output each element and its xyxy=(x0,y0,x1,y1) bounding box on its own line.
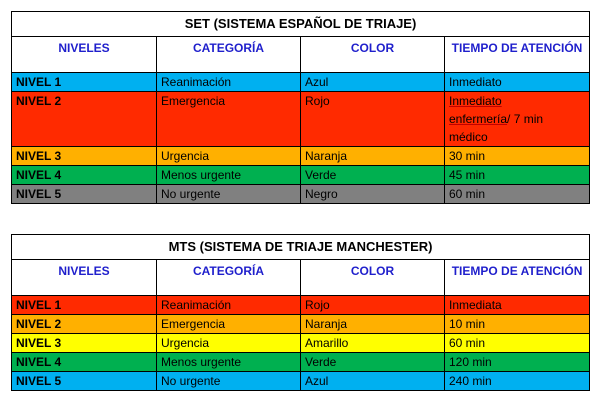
set-tiempo-enfermeria: enfermería xyxy=(449,112,508,126)
mts-row-categoria: Emergencia xyxy=(157,315,301,334)
mts-row-nivel: NIVEL 3 xyxy=(12,334,157,353)
set-header-categoria: CATEGORÍA xyxy=(157,37,301,73)
mts-row-tiempo: Inmediata xyxy=(445,296,590,315)
set-row-categoria: Urgencia xyxy=(157,147,301,166)
mts-header-niveles: NIVELES xyxy=(12,260,157,296)
set-tiempo-inmediato: Inmediato xyxy=(449,94,502,108)
mts-row-5 xyxy=(12,372,590,391)
set-row-tiempo: 30 min xyxy=(445,147,590,166)
set-row-color: Verde xyxy=(301,166,445,185)
set-row-nivel: NIVEL 3 xyxy=(12,147,157,166)
set-row-color: Negro xyxy=(301,185,445,204)
set-row-nivel: NIVEL 5 xyxy=(12,185,157,204)
mts-row-tiempo: 10 min xyxy=(445,315,590,334)
mts-row-1 xyxy=(12,296,590,315)
set-row-color: Azul xyxy=(301,73,445,92)
mts-row-tiempo: 60 min xyxy=(445,334,590,353)
mts-row-color: Amarillo xyxy=(301,334,445,353)
mts-row-nivel: NIVEL 2 xyxy=(12,315,157,334)
set-row-nivel: NIVEL 2 xyxy=(12,92,157,147)
mts-row-color: Rojo xyxy=(301,296,445,315)
set-row-nivel: NIVEL 4 xyxy=(12,166,157,185)
set-header-color: COLOR xyxy=(301,37,445,73)
set-tiempo-7min: / 7 min xyxy=(507,112,544,126)
set-table xyxy=(11,11,590,204)
mts-row-nivel: NIVEL 5 xyxy=(12,372,157,391)
set-row-tiempo: Inmediato xyxy=(445,73,590,92)
mts-row-3 xyxy=(12,334,590,353)
set-row-color: Naranja xyxy=(301,147,445,166)
set-row-categoria: Emergencia xyxy=(157,92,301,147)
set-row-5 xyxy=(12,185,590,204)
set-row-categoria: Reanimación xyxy=(157,73,301,92)
mts-row-categoria: No urgente xyxy=(157,372,301,391)
set-row-4 xyxy=(12,166,590,185)
mts-header-categoria: CATEGORÍA xyxy=(157,260,301,296)
mts-header-color: COLOR xyxy=(301,260,445,296)
mts-row-4 xyxy=(12,353,590,372)
set-row-1 xyxy=(12,73,590,92)
set-row-tiempo: 60 min xyxy=(445,185,590,204)
mts-row-categoria: Reanimación xyxy=(157,296,301,315)
set-row-nivel: NIVEL 1 xyxy=(12,73,157,92)
set-header-tiempo: TIEMPO DE ATENCIÓN xyxy=(445,37,590,73)
set-row-3 xyxy=(12,147,590,166)
mts-table xyxy=(11,234,590,391)
mts-row-nivel: NIVEL 4 xyxy=(12,353,157,372)
mts-row-categoria: Menos urgente xyxy=(157,353,301,372)
set-header-niveles: NIVELES xyxy=(12,37,157,73)
set-title: SET (SISTEMA ESPAÑOL DE TRIAJE) xyxy=(12,12,590,37)
mts-row-tiempo: 240 min xyxy=(445,372,590,391)
mts-row-color: Naranja xyxy=(301,315,445,334)
set-row-tiempo: 45 min xyxy=(445,166,590,185)
mts-row-color: Azul xyxy=(301,372,445,391)
set-tiempo-medico: médico xyxy=(449,130,488,144)
mts-row-tiempo: 120 min xyxy=(445,353,590,372)
set-row-tiempo xyxy=(445,92,590,147)
mts-row-categoria: Urgencia xyxy=(157,334,301,353)
set-row-2 xyxy=(12,92,590,147)
mts-title: MTS (SISTEMA DE TRIAJE MANCHESTER) xyxy=(12,235,590,260)
set-row-categoria: Menos urgente xyxy=(157,166,301,185)
mts-row-nivel: NIVEL 1 xyxy=(12,296,157,315)
mts-row-color: Verde xyxy=(301,353,445,372)
mts-row-2 xyxy=(12,315,590,334)
mts-header-tiempo: TIEMPO DE ATENCIÓN xyxy=(445,260,590,296)
set-row-color: Rojo xyxy=(301,92,445,147)
set-row-categoria: No urgente xyxy=(157,185,301,204)
